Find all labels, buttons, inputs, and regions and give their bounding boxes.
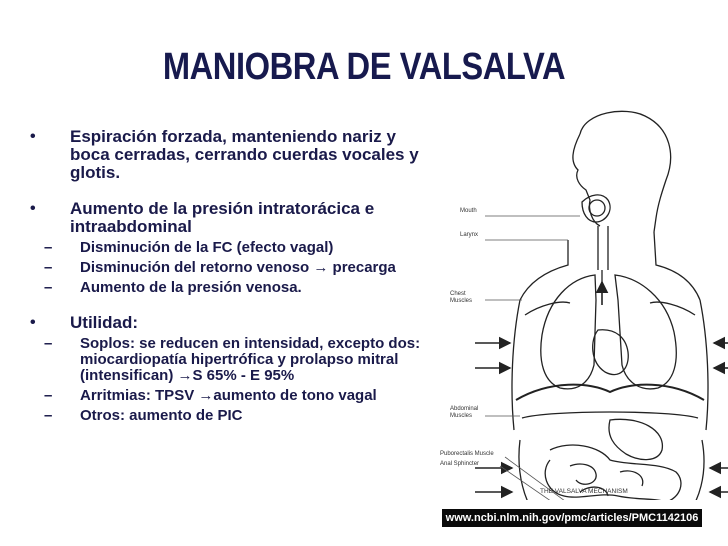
airway <box>598 226 608 290</box>
label-larynx: Larynx <box>460 232 479 238</box>
sub-bullet-text: Otros: aumento de PIC <box>80 407 243 424</box>
bullet-text: Utilidad: <box>70 313 138 332</box>
sub-bullet-dash: – <box>44 279 53 296</box>
sub-bullet-item <box>44 408 428 424</box>
bullet-list <box>28 128 428 427</box>
sub-bullet-item <box>44 336 428 384</box>
mouth-cavity <box>582 195 610 222</box>
sub-bullet-text: Disminución del retorno venoso → precarga <box>80 259 396 276</box>
label-chest: Chest Muscles <box>450 291 473 304</box>
label-mouth: Mouth <box>460 208 477 214</box>
bullet-text: Aumento de la presión intratorácica e intraabdominal <box>70 199 375 236</box>
label-anal-sphincter: Anal Sphincter <box>440 461 480 467</box>
diaphragm <box>516 385 704 400</box>
sub-bullet-text: Disminución de la FC (efecto vagal) <box>80 239 334 256</box>
sub-bullet-item <box>44 280 428 296</box>
bullet-dot: • <box>30 314 36 331</box>
source-link[interactable]: www.ncbi.nlm.nih.gov/pmc/articles/PMC1142106 <box>442 509 702 527</box>
sub-bullet-text: Soplos: se reducen en intensidad, excepto dos: miocardiopatía hipertrófica y prolapso mitral (intensifican) →S 65% - E 95% <box>80 335 421 384</box>
sub-bullet-dash: – <box>44 239 53 256</box>
left-lung <box>541 275 596 389</box>
sub-bullet-text: Aumento de la presión venosa. <box>80 279 302 296</box>
valsalva-diagram <box>430 100 728 500</box>
sub-bullet-item <box>44 240 428 256</box>
sub-bullet-dash: – <box>44 407 53 424</box>
sub-bullet-dash: – <box>44 335 53 352</box>
slide-title: MANIOBRA DE VALSALVA <box>162 46 566 88</box>
label-abdominal: Abdominal Muscles <box>450 406 479 419</box>
bullet-dot: • <box>30 128 36 145</box>
chest-outline <box>512 300 708 430</box>
right-lung <box>615 275 676 389</box>
sub-bullet-item <box>44 260 428 276</box>
bullet-text: Espiración forzada, manteniendo nariz y boca cerradas, cerrando cuerdas vocales y glotis. <box>70 127 419 182</box>
label-puborectalis: Puborectalis Muscle <box>440 451 494 457</box>
bullet-item <box>28 200 428 236</box>
sub-bullet-dash: – <box>44 259 53 276</box>
figure-caption: THE VALSALVA MECHANISM <box>540 488 628 495</box>
sub-bullet-item <box>44 388 428 404</box>
sub-bullet-dash: – <box>44 387 53 404</box>
stomach <box>609 419 662 459</box>
sub-bullet-text: Arritmias: TPSV →aumento de tono vagal <box>80 387 377 404</box>
bullet-item <box>28 314 428 332</box>
head-outline <box>580 111 671 232</box>
bullet-dot: • <box>30 200 36 217</box>
bullet-item <box>28 128 428 182</box>
